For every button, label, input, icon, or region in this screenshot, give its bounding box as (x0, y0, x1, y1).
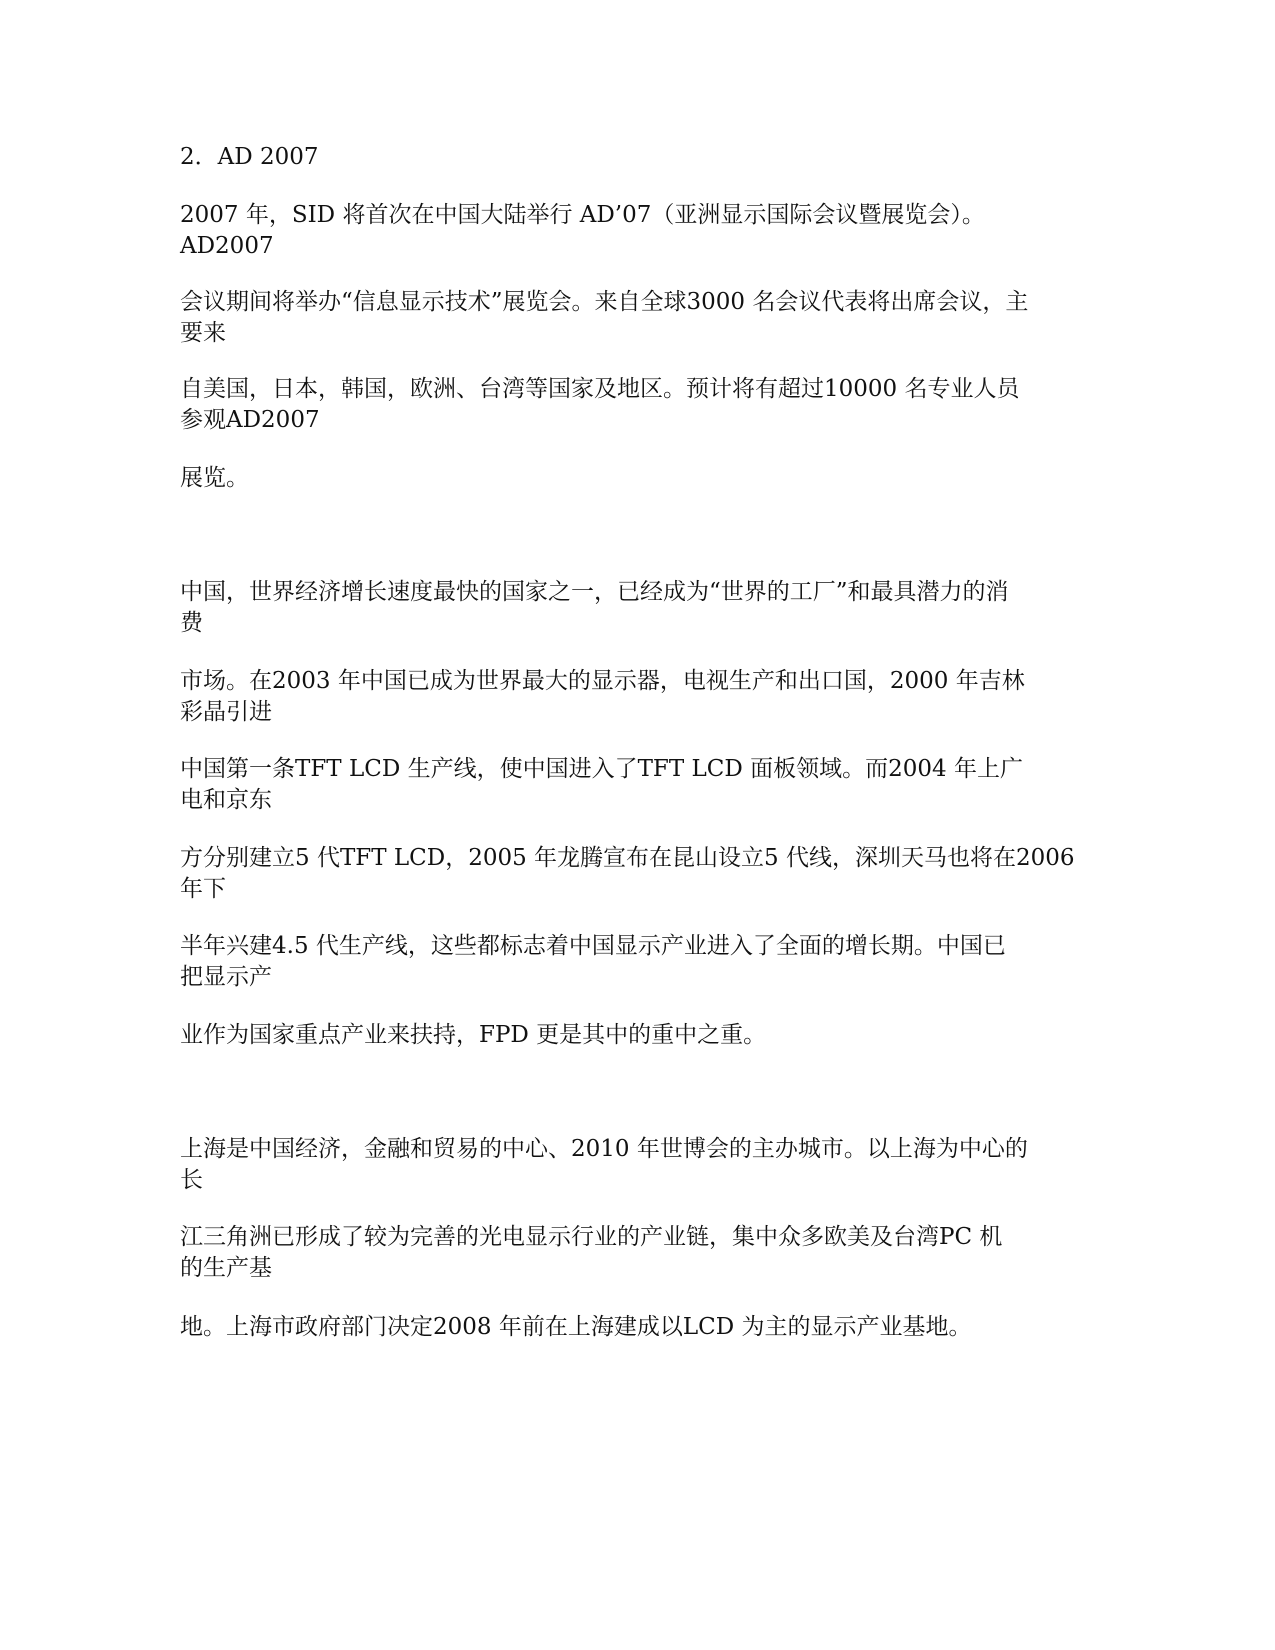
paragraph (180, 1312, 1080, 1343)
paragraph (180, 931, 1080, 993)
paragraph (180, 463, 1080, 494)
paragraph (180, 666, 1080, 728)
text-line: AD2007 (180, 233, 274, 259)
section-heading (180, 142, 1080, 173)
paragraph (180, 754, 1080, 816)
text-line: 业作为国家重点产业来扶持，FPD 更是其中的重中之重。 (180, 1022, 767, 1048)
text-line: 要来 (180, 320, 226, 346)
text-line: 长 (180, 1167, 203, 1193)
text-line: 方分别建立5 代TFT LCD，2005 年龙腾宣布在昆山设立5 代线，深圳天马也将在2006 (180, 845, 1075, 871)
text-line: 2．AD 2007 (180, 144, 319, 170)
text-line: 自美国，日本，韩国，欧洲、台湾等国家及地区。预计将有超过10000 名专业人员 (180, 376, 1020, 402)
text-line: 费 (180, 610, 203, 636)
text-line: 展览。 (180, 465, 249, 491)
paragraph (180, 287, 1080, 349)
text-line: 彩晶引进 (180, 699, 272, 725)
text-line: 半年兴建4.5 代生产线，这些都标志着中国显示产业进入了全面的增长期。中国已 (180, 933, 1006, 959)
text-line: 参观AD2007 (180, 407, 320, 433)
text-line: 电和京东 (180, 787, 272, 813)
paragraph (180, 1134, 1080, 1196)
text-line: 地。上海市政府部门决定2008 年前在上海建成以LCD 为主的显示产业基地。 (180, 1314, 972, 1340)
text-line: 年下 (180, 876, 226, 902)
text-line: 上海是中国经济，金融和贸易的中心、2010 年世博会的主办城市。以上海为中心的 (180, 1136, 1028, 1162)
paragraph (180, 374, 1080, 436)
paragraph (180, 843, 1080, 905)
paragraph (180, 200, 1080, 262)
text-line: 市场。在2003 年中国已成为世界最大的显示器，电视生产和出口国，2000 年吉林 (180, 668, 1025, 694)
text-line: 会议期间将举办“信息显示技术”展览会。来自全球3000 名会议代表将出席会议，主 (180, 289, 1029, 315)
text-line: 中国第一条TFT LCD 生产线，使中国进入了TFT LCD 面板领域。而2004 年上广 (180, 756, 1023, 782)
text-line: 把显示产 (180, 964, 272, 990)
paragraph (180, 1020, 1080, 1051)
paragraph (180, 1222, 1080, 1284)
paragraph (180, 577, 1080, 639)
text-line: 的生产基 (180, 1255, 272, 1281)
text-line: 江三角洲已形成了较为完善的光电显示行业的产业链，集中众多欧美及台湾PC 机 (180, 1224, 1003, 1250)
text-line: 2007 年，SID 将首次在中国大陆举行 AD’07（亚洲显示国际会议暨展览会）。 (180, 202, 985, 228)
text-line: 中国，世界经济增长速度最快的国家之一，已经成为“世界的工厂”和最具潜力的消 (180, 579, 1009, 605)
